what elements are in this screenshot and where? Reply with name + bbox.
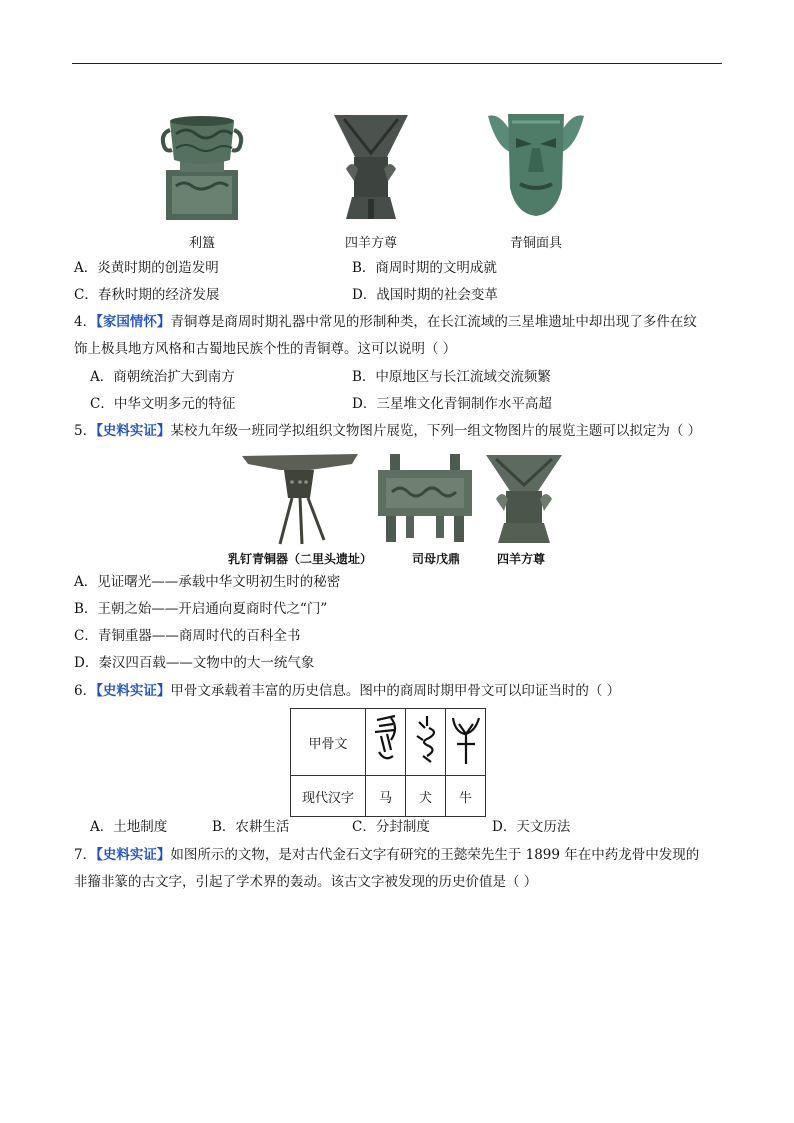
q4-option-a[interactable]: A．商朝统治扩大到南方	[90, 369, 235, 385]
oracle-row-header: 甲骨文	[291, 709, 366, 776]
q5-caption-1: 乳钉青铜器（二里头遗址）	[228, 552, 373, 566]
q6-text-1: 甲骨文承载着丰富的历史信息。图中的商周时期甲骨文可以印证当时的（ ）	[170, 683, 621, 699]
q4-number: 4．	[74, 314, 97, 330]
four-goat-square-zun-image	[330, 113, 412, 221]
nipple-pattern-jue-image	[240, 450, 366, 546]
q3-caption-2: 四羊方尊	[344, 236, 397, 251]
q5-option-b[interactable]: B．王朝之始——开启通向夏商时代之“门”	[74, 601, 328, 617]
q7-number: 7．	[74, 847, 97, 863]
q6-number: 6．	[74, 683, 97, 699]
q4-stem-line2: 饰上极具地方风格和古蜀地民族个性的青铜尊。这可以说明（ ）	[74, 341, 457, 357]
q6-option-c[interactable]: C．分封制度	[352, 819, 430, 835]
q6-option-d[interactable]: D．天文历法	[492, 819, 571, 835]
oracle-glyph-ox-icon	[446, 709, 486, 776]
li-gui-image	[160, 108, 244, 220]
q3-caption-1: 利簋	[188, 236, 215, 251]
q4-option-d[interactable]: D．三星堆文化青铜制作水平高超	[352, 396, 552, 412]
oracle-glyph-horse-icon	[366, 709, 406, 776]
q6-option-a[interactable]: A．土地制度	[90, 819, 168, 835]
si-mu-wu-ding-image	[372, 452, 478, 544]
q5-caption-3: 四羊方尊	[497, 552, 546, 566]
q3-option-a[interactable]: A．炎黄时期的创造发明	[74, 260, 219, 276]
q5-option-c[interactable]: C．青铜重器——商周时代的百科全书	[74, 628, 301, 644]
oracle-bone-table	[290, 708, 486, 817]
q4-text-1: 青铜尊是商周时期礼器中常见的形制种类，在长江流域的三星堆遗址中却出现了多件在纹	[170, 314, 697, 330]
q7-stem-line2: 非籀非篆的古文字，引起了学术界的轰动。该古文字被发现的历史价值是（ ）	[74, 874, 538, 890]
q5-caption-2: 司母戊鼎	[412, 552, 461, 566]
q5-text-1: 某校九年级一班同学拟组织文物图片展览，下列一组文物图片的展览主题可以拟定为（ ）	[170, 423, 702, 439]
q6-tag: 【史料实证】	[96, 683, 171, 699]
q6-stem-line1	[74, 682, 620, 700]
q6-option-b[interactable]: B．农耕生活	[212, 819, 290, 835]
bronze-mask-image	[486, 108, 586, 220]
modern-char-dog: 犬	[406, 776, 446, 817]
q3-option-b[interactable]: B．商周时期的文明成就	[352, 260, 497, 276]
q3-option-c[interactable]: C．春秋时期的经济发展	[74, 287, 220, 303]
four-goat-zun-image-2	[484, 453, 564, 545]
q5-option-a[interactable]: A．见证曙光——承载中华文明初生时的秘密	[74, 574, 341, 590]
q5-option-d[interactable]: D．秦汉四百载——文物中的大一统气象	[74, 655, 315, 671]
q7-tag: 【史料实证】	[96, 847, 171, 863]
q5-stem-line1	[74, 422, 701, 440]
modern-row-header: 现代汉字	[291, 776, 366, 817]
q3-caption-3: 青铜面具	[509, 236, 562, 251]
modern-char-horse: 马	[366, 776, 406, 817]
q7-stem-line1	[74, 846, 699, 864]
q5-number: 5．	[74, 423, 97, 439]
q5-tag: 【史料实证】	[96, 423, 171, 439]
q4-option-b[interactable]: B．中原地区与长江流域交流频繁	[352, 369, 551, 385]
header-rule	[72, 63, 722, 64]
q4-option-c[interactable]: C．中华文明多元的特征	[90, 396, 236, 412]
modern-char-ox: 牛	[446, 776, 486, 817]
q3-option-d[interactable]: D．战国时期的社会变革	[352, 287, 498, 303]
q7-text-1: 如图所示的文物，是对古代金石文字有研究的王懿荣先生于 1899 年在中药龙骨中发现的	[170, 847, 700, 863]
q4-stem-line1	[74, 313, 697, 331]
oracle-glyph-dog-icon	[406, 709, 446, 776]
q4-tag: 【家国情怀】	[96, 314, 171, 330]
